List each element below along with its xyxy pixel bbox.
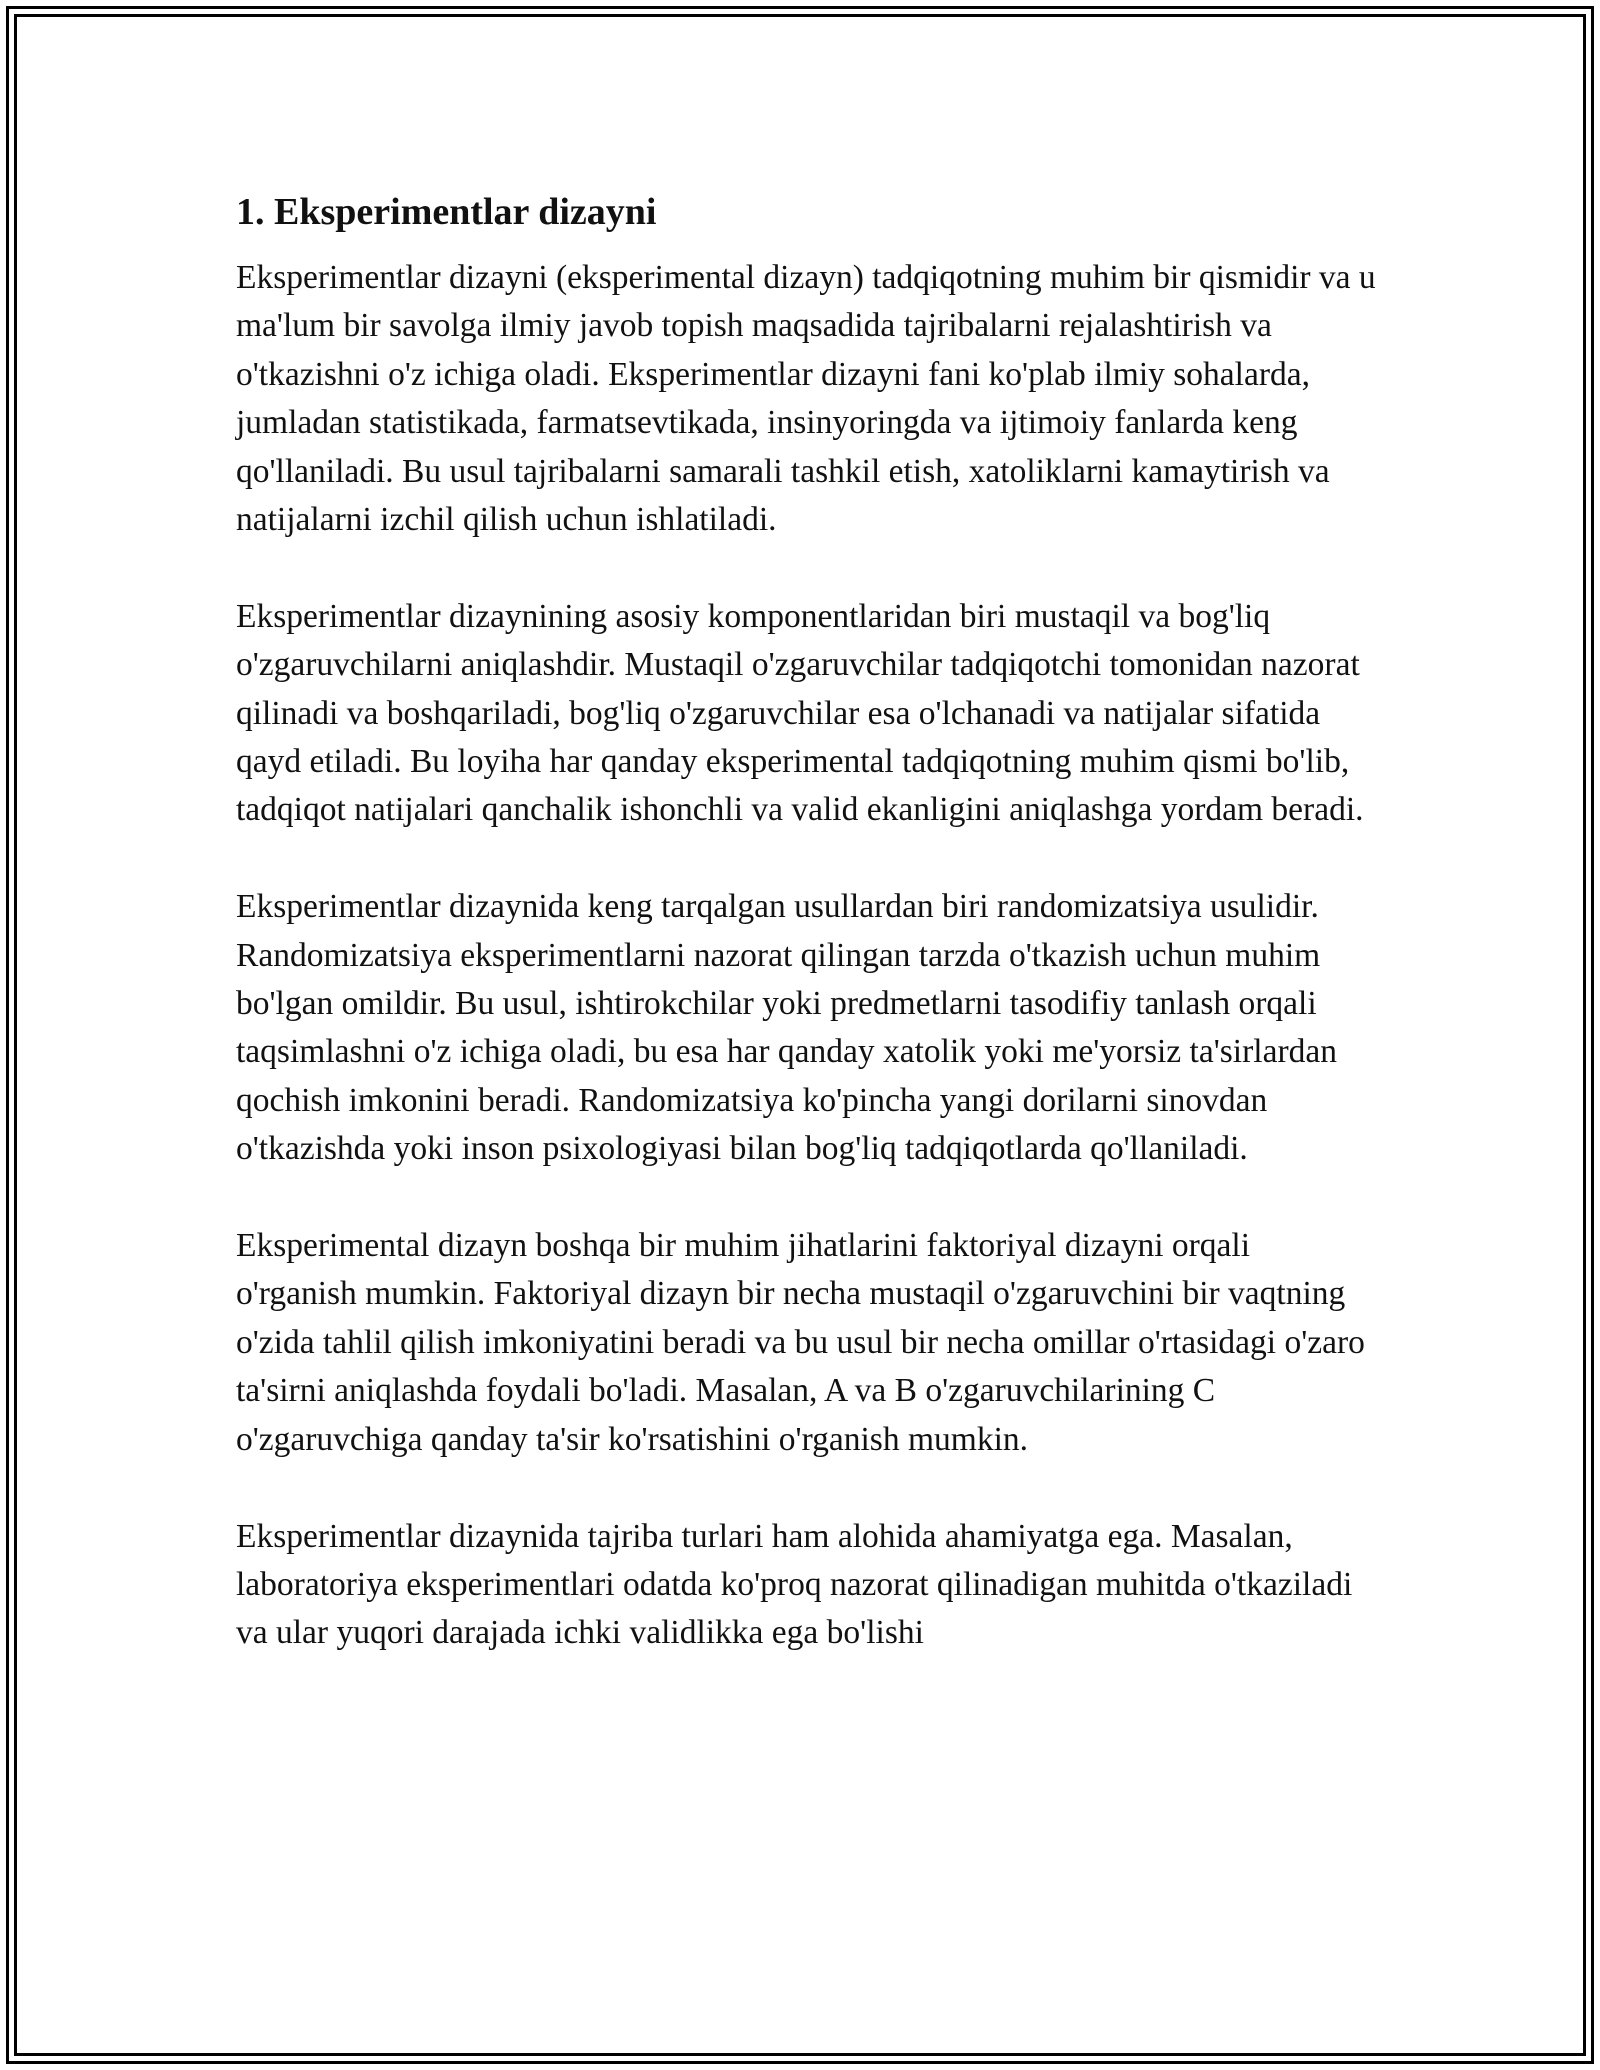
document-body (236, 186, 1376, 1706)
paragraph-2: Eksperimentlar dizaynining asosiy komponentlaridan biri mustaqil va bog'liq o'zgaruvchilarni aniqlashdir. Mustaqil o'zgaruvchilar tadqiqotchi tomonidan nazorat qilinadi va boshqariladi, bog'liq o'zgaruvchilar esa o'lchanadi va natijalar sifatida qayd etiladi. Bu loyiha har qanday eksperimental tadqiqotning muhim qismi bo'lib, tadqiqot natijalari qanchalik ishonchli va valid ekanligini aniqlashga yordam beradi. (236, 597, 1364, 829)
paragraph-3: Eksperimentlar dizaynida keng tarqalgan usullardan biri randomizatsiya usulidir. Randomizatsiya eksperimentlarni nazorat qilingan tarzda o'tkazish uchun muhim bo'lgan omildir. Bu usul, ishtirokchilar yoki predmetlarni tasodifiy tanlash orqali taqsimlashni o'z ichiga oladi, bu esa har qanday xatolik yoki me'yorsiz ta'sirlardan qochish imkonini beradi. Randomizatsiya ko'pincha yangi dorilarni sinovdan o'tkazishda yoki inson psixologiyasi bilan bog'liq tadqiqotlarda qo'llaniladi. (236, 888, 1337, 1168)
section-heading: 1. Eksperimentlar dizayni (236, 191, 657, 233)
paragraph-4: Eksperimental dizayn boshqa bir muhim jihatlarini faktoriyal dizayni orqali o'rganish mumkin. Faktoriyal dizayn bir necha mustaqil o'zgaruvchini bir vaqtning o'zida tahlil qilish imkoniyatini beradi va bu usul bir necha omillar o'rtasidagi o'zaro ta'sirni aniqlashda foydali bo'ladi. Masalan, A va B o'zgaruvchilarining C o'zgaruvchiga qanday ta'sir ko'rsatishini o'rganish mumkin. (236, 1227, 1365, 1458)
paragraph-5: Eksperimentlar dizaynida tajriba turlari ham alohida ahamiyatga ega. Masalan, laboratoriya eksperimentlari odatda ko'proq nazorat qilinadigan muhitda o'tkaziladi va ular yuqori darajada ichki validlikka ega bo'lishi (236, 1517, 1353, 1652)
paragraph-1: Eksperimentlar dizayni (eksperimental dizayn) tadqiqotning muhim bir qismidir va u ma'lum bir savolga ilmiy javob topish maqsadida tajribalarni rejalashtirish va o'tkazishni o'z ichiga oladi. Eksperimentlar dizayni fani ko'plab ilmiy sohalarda, jumladan statistikada, farmatsevtikada, insinyoringda va ijtimoiy fanlarda keng qo'llaniladi. Bu usul tajribalarni samarali tashkil etish, xatoliklarni kamaytirish va natijalarni izchil qilish uchun ishlatiladi. (236, 259, 1376, 539)
